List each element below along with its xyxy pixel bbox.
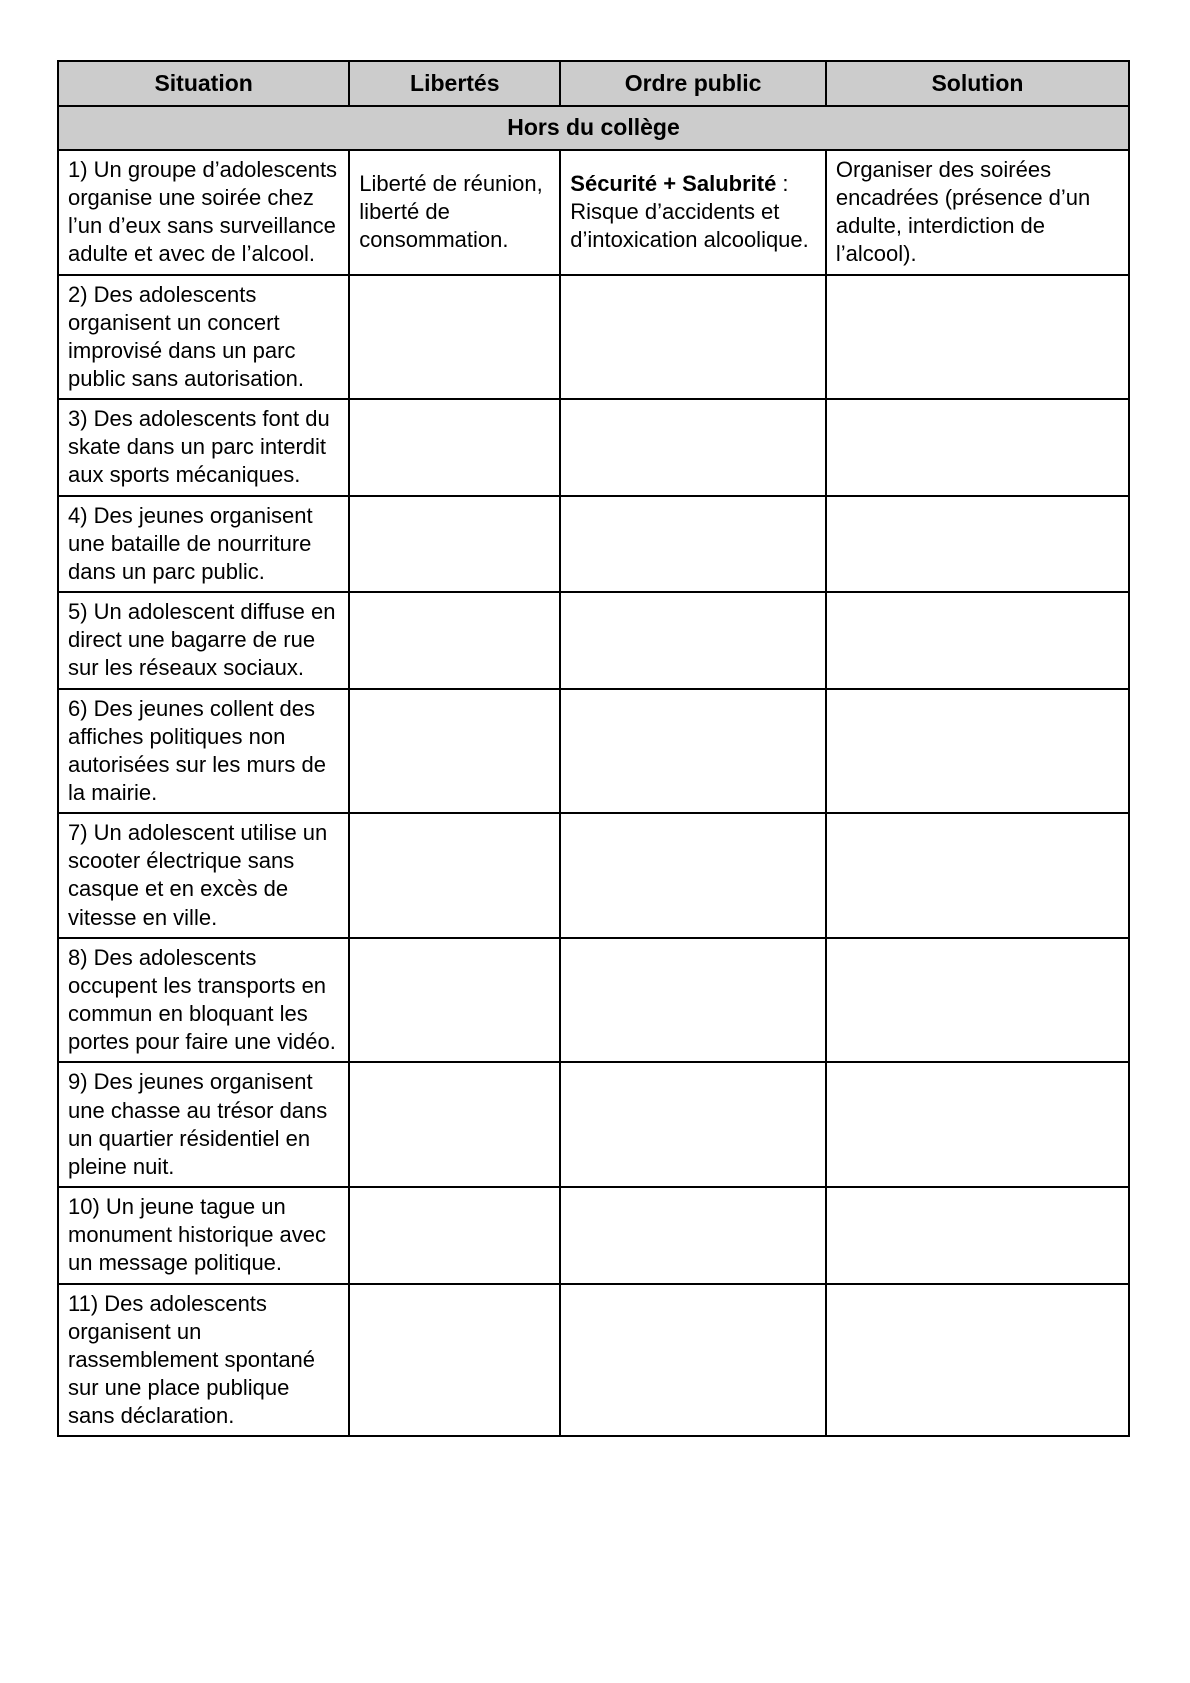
libertes-cell [349,1062,560,1187]
situation-cell: 11) Des adolescents organisent un rassemblement spontané sur une place publique sans déclaration. [58,1284,349,1437]
ordre-public-cell [560,1062,826,1187]
ordre-public-cell [560,813,826,938]
header-row [58,61,1129,106]
ordre-public-bold-label: Sécurité + Salubrité [570,170,777,196]
libertes-cell [349,938,560,1063]
situation-cell: 1) Un groupe d’adolescents organise une soirée chez l’un d’eux sans surveillance adulte et avec de l’alcool. [58,150,349,275]
situation-cell: 3) Des adolescents font du skate dans un parc interdit aux sports mécaniques. [58,399,349,495]
table-row [58,1187,1129,1283]
ordre-public-cell [560,150,826,275]
table-row [58,813,1129,938]
table-row [58,275,1129,400]
table-row [58,150,1129,275]
situation-cell: 6) Des jeunes collent des affiches politiques non autorisées sur les murs de la mairie. [58,689,349,814]
ordre-public-cell [560,496,826,592]
table-row [58,496,1129,592]
solution-cell [826,592,1129,688]
situation-cell: 5) Un adolescent diffuse en direct une bagarre de rue sur les réseaux sociaux. [58,592,349,688]
solution-cell [826,496,1129,592]
solution-cell [826,1284,1129,1437]
solution-cell [826,399,1129,495]
situation-cell: 10) Un jeune tague un monument historique avec un message politique. [58,1187,349,1283]
worksheet-table [57,60,1130,1437]
libertes-cell [349,496,560,592]
libertes-cell [349,1187,560,1283]
ordre-public-cell [560,592,826,688]
situation-cell: 2) Des adolescents organisent un concert improvisé dans un parc public sans autorisation. [58,275,349,400]
table-body [58,150,1129,1436]
ordre-public-cell [560,1284,826,1437]
libertes-cell [349,275,560,400]
solution-cell [826,813,1129,938]
situation-cell: 9) Des jeunes organisent une chasse au trésor dans un quartier résidentiel en pleine nuit. [58,1062,349,1187]
libertes-cell [349,399,560,495]
table-row [58,938,1129,1063]
ordre-public-text: : Risque d’accidents et d’intoxication alcoolique. [570,170,809,253]
solution-cell [826,938,1129,1063]
ordre-public-cell [560,399,826,495]
table-row [58,1284,1129,1437]
situation-cell: 8) Des adolescents occupent les transports en commun en bloquant les portes pour faire une vidéo. [58,938,349,1063]
column-header-solution: Solution [826,61,1129,106]
section-header-row [58,106,1129,149]
solution-cell [826,1062,1129,1187]
libertes-cell: Liberté de réunion, liberté de consommation. [349,150,560,275]
section-header-label: Hors du collège [58,106,1129,149]
libertes-cell [349,689,560,814]
table-row [58,592,1129,688]
libertes-cell [349,813,560,938]
table-row [58,399,1129,495]
situation-cell: 4) Des jeunes organisent une bataille de nourriture dans un parc public. [58,496,349,592]
ordre-public-cell [560,1187,826,1283]
column-header-ordre-public: Ordre public [560,61,826,106]
libertes-cell [349,1284,560,1437]
column-header-libertes: Libertés [349,61,560,106]
solution-cell [826,689,1129,814]
ordre-public-cell [560,689,826,814]
table-row [58,1062,1129,1187]
situation-cell: 7) Un adolescent utilise un scooter électrique sans casque et en excès de vitesse en ville. [58,813,349,938]
solution-cell [826,1187,1129,1283]
ordre-public-cell [560,275,826,400]
solution-cell: Organiser des soirées encadrées (présence d’un adulte, interdiction de l’alcool). [826,150,1129,275]
column-header-situation: Situation [58,61,349,106]
table-row [58,689,1129,814]
solution-cell [826,275,1129,400]
ordre-public-cell [560,938,826,1063]
libertes-cell [349,592,560,688]
